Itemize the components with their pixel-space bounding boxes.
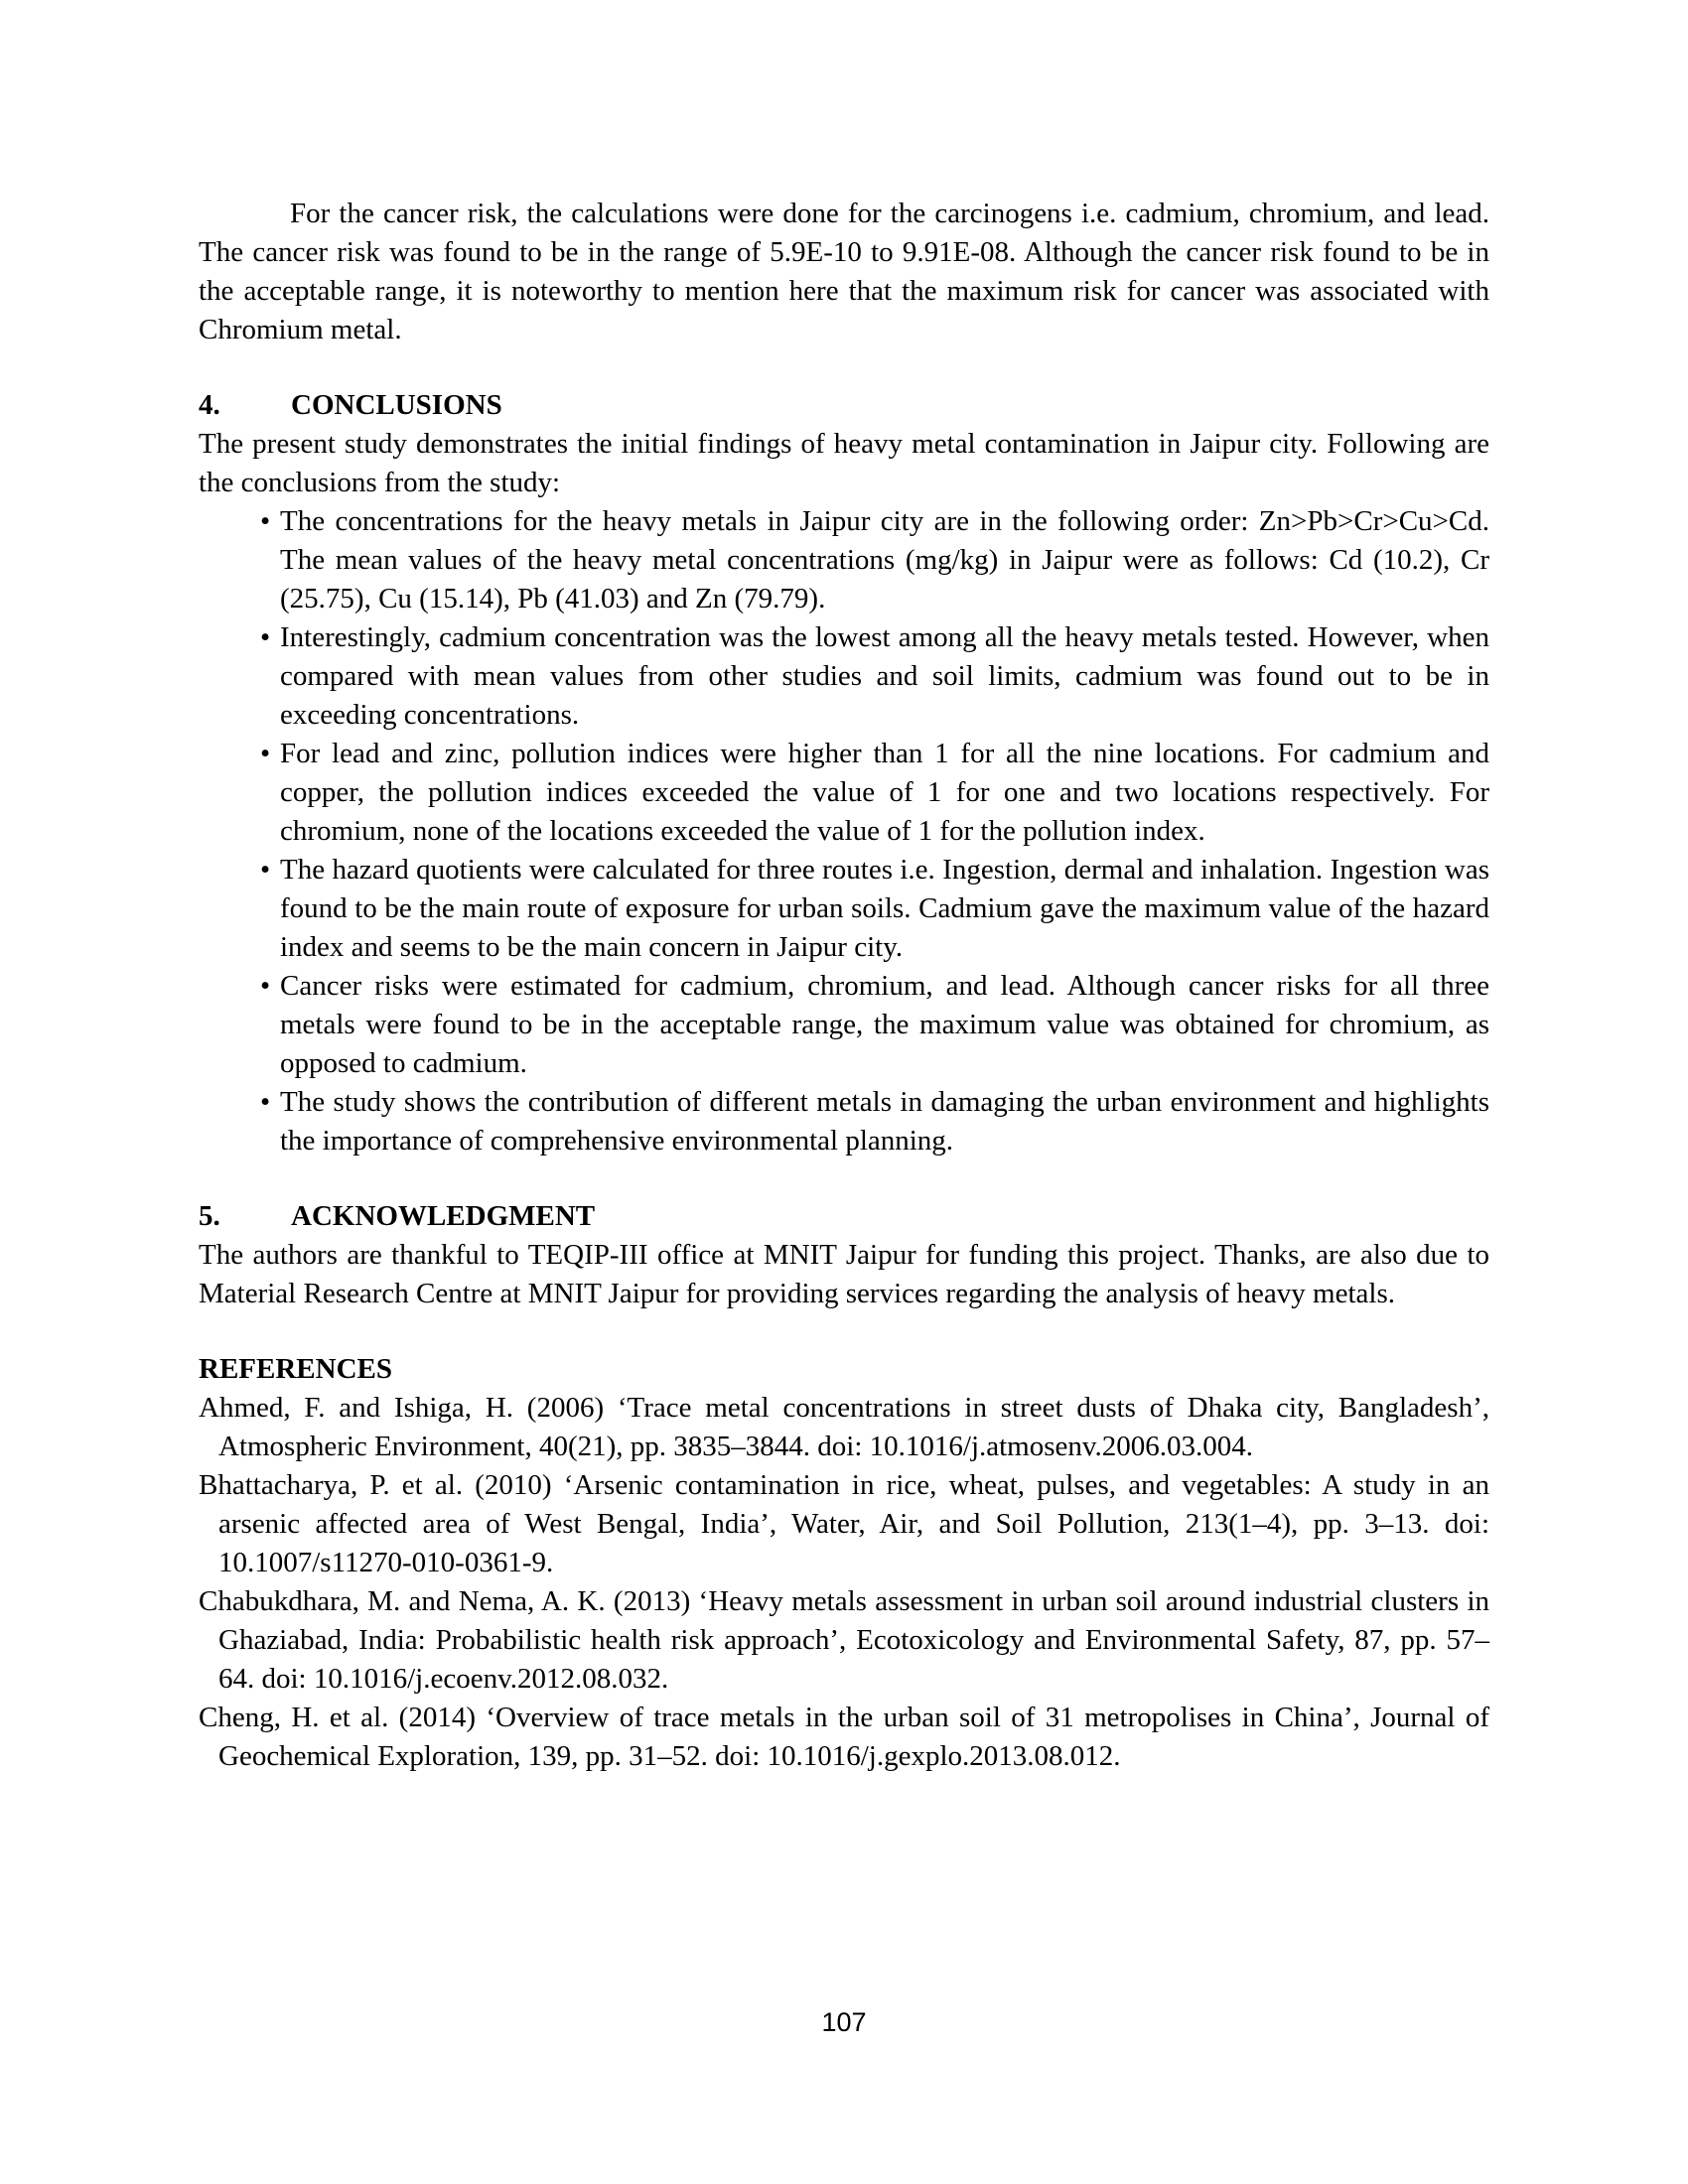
bullet-icon: • <box>260 1086 271 1118</box>
acknowledgment-title: ACKNOWLEDGMENT <box>291 1200 596 1232</box>
bullet-icon: • <box>260 505 271 537</box>
conclusion-text: Interestingly, cadmium concentration was the lowest among all the heavy metals tested. However, when compared with mean values from other studies and soil limits, cadmium was found out to be in exceeding concentrations. <box>280 621 1489 731</box>
conclusions-lead: The present study demonstrates the initial findings of heavy metal contamination in Jaipur city. Following are the conclusions from the study: <box>199 428 1489 498</box>
conclusion-text: For lead and zinc, pollution indices were higher than 1 for all the nine locations. For cadmium and copper, the pollution indices exceeded the value of 1 for one and two locations respectively. For chromium, none of the locations exceeded the value of 1 for the pollution index. <box>280 738 1489 847</box>
conclusion-item <box>260 851 1489 967</box>
conclusion-item <box>260 502 1489 618</box>
conclusion-text: Cancer risks were estimated for cadmium, chromium, and lead. Although cancer risks for all three metals were found to be in the acceptable range, the maximum value was obtained for chromium, as opposed to cadmium. <box>280 970 1489 1079</box>
conclusion-text: The hazard quotients were calculated for three routes i.e. Ingestion, dermal and inhalation. Ingestion was found to be the main route of exposure for urban soils. Cadmium gave the maximum value of the hazard index and seems to be the main concern in Jaipur city. <box>280 854 1489 963</box>
bullet-icon: • <box>260 621 271 653</box>
references-heading: REFERENCES <box>199 1353 392 1385</box>
reference-item: Cheng, H. et al. (2014) ‘Overview of trace metals in the urban soil of 31 metropolises in China’, Journal of Geochemical Exploration, 139, pp. 31–52. doi: 10.1016/j.gexplo.2013.08.012. <box>199 1702 1489 1772</box>
conclusion-text: The study shows the contribution of different metals in damaging the urban environment and highlights the importance of comprehensive environmental planning. <box>280 1086 1489 1157</box>
bullet-icon: • <box>260 738 271 769</box>
conclusions-list <box>199 502 1489 1160</box>
bullet-icon: • <box>260 970 271 1002</box>
conclusion-item <box>260 735 1489 851</box>
page-number: 107 <box>821 2007 867 2037</box>
conclusions-title: CONCLUSIONS <box>291 389 502 421</box>
acknowledgment-heading <box>199 1197 1489 1236</box>
acknowledgment-number: 5. <box>199 1200 220 1232</box>
bullet-icon: • <box>260 854 271 886</box>
acknowledgment-text: The authors are thankful to TEQIP-III office at MNIT Jaipur for funding this project. Thanks, are also due to Material Research Centre at MNIT Jaipur for providing services regarding the analysis of heavy metals. <box>199 1239 1489 1309</box>
reference-item: Bhattacharya, P. et al. (2010) ‘Arsenic contamination in rice, wheat, pulses, and vegetables: A study in an arsenic affected area of West Bengal, India’, Water, Air, and Soil Pollution, 213(1–4), pp. 3–13. doi: 10.1007/s11270-010-0361-9. <box>199 1469 1489 1578</box>
reference-item: Ahmed, F. and Ishiga, H. (2006) ‘Trace metal concentrations in street dusts of Dhaka city, Bangladesh’, Atmospheric Environment, 40(21), pp. 3835–3844. doi: 10.1016/j.atmosenv.2006.03.004. <box>199 1392 1489 1462</box>
reference-item: Chabukdhara, M. and Nema, A. K. (2013) ‘Heavy metals assessment in urban soil around industrial clusters in Ghaziabad, India: Probabilistic health risk approach’, Ecotoxicology and Environmental Safety, 87, pp. 57–64. doi: 10.1016/j.ecoenv.2012.08.032. <box>199 1585 1489 1695</box>
conclusion-item <box>260 618 1489 735</box>
conclusion-item <box>260 967 1489 1083</box>
intro-paragraph: For the cancer risk, the calculations were done for the carcinogens i.e. cadmium, chromium, and lead. The cancer risk was found to be in the range of 5.9E-10 to 9.91E-08. Although the cancer risk found to be in the acceptable range, it is noteworthy to mention here that the maximum risk for cancer was associated with Chromium metal. <box>199 198 1489 345</box>
conclusion-item <box>260 1083 1489 1160</box>
conclusions-number: 4. <box>199 389 220 421</box>
page-content <box>199 195 1489 1776</box>
conclusions-heading <box>199 386 1489 425</box>
conclusion-text: The concentrations for the heavy metals in Jaipur city are in the following order: Zn>Pb>Cr>Cu>Cd. The mean values of the heavy metal concentrations (mg/kg) in Jaipur were as follows: Cd (10.2), Cr (25.75), Cu (15.14), Pb (41.03) and Zn (79.79). <box>280 505 1489 614</box>
